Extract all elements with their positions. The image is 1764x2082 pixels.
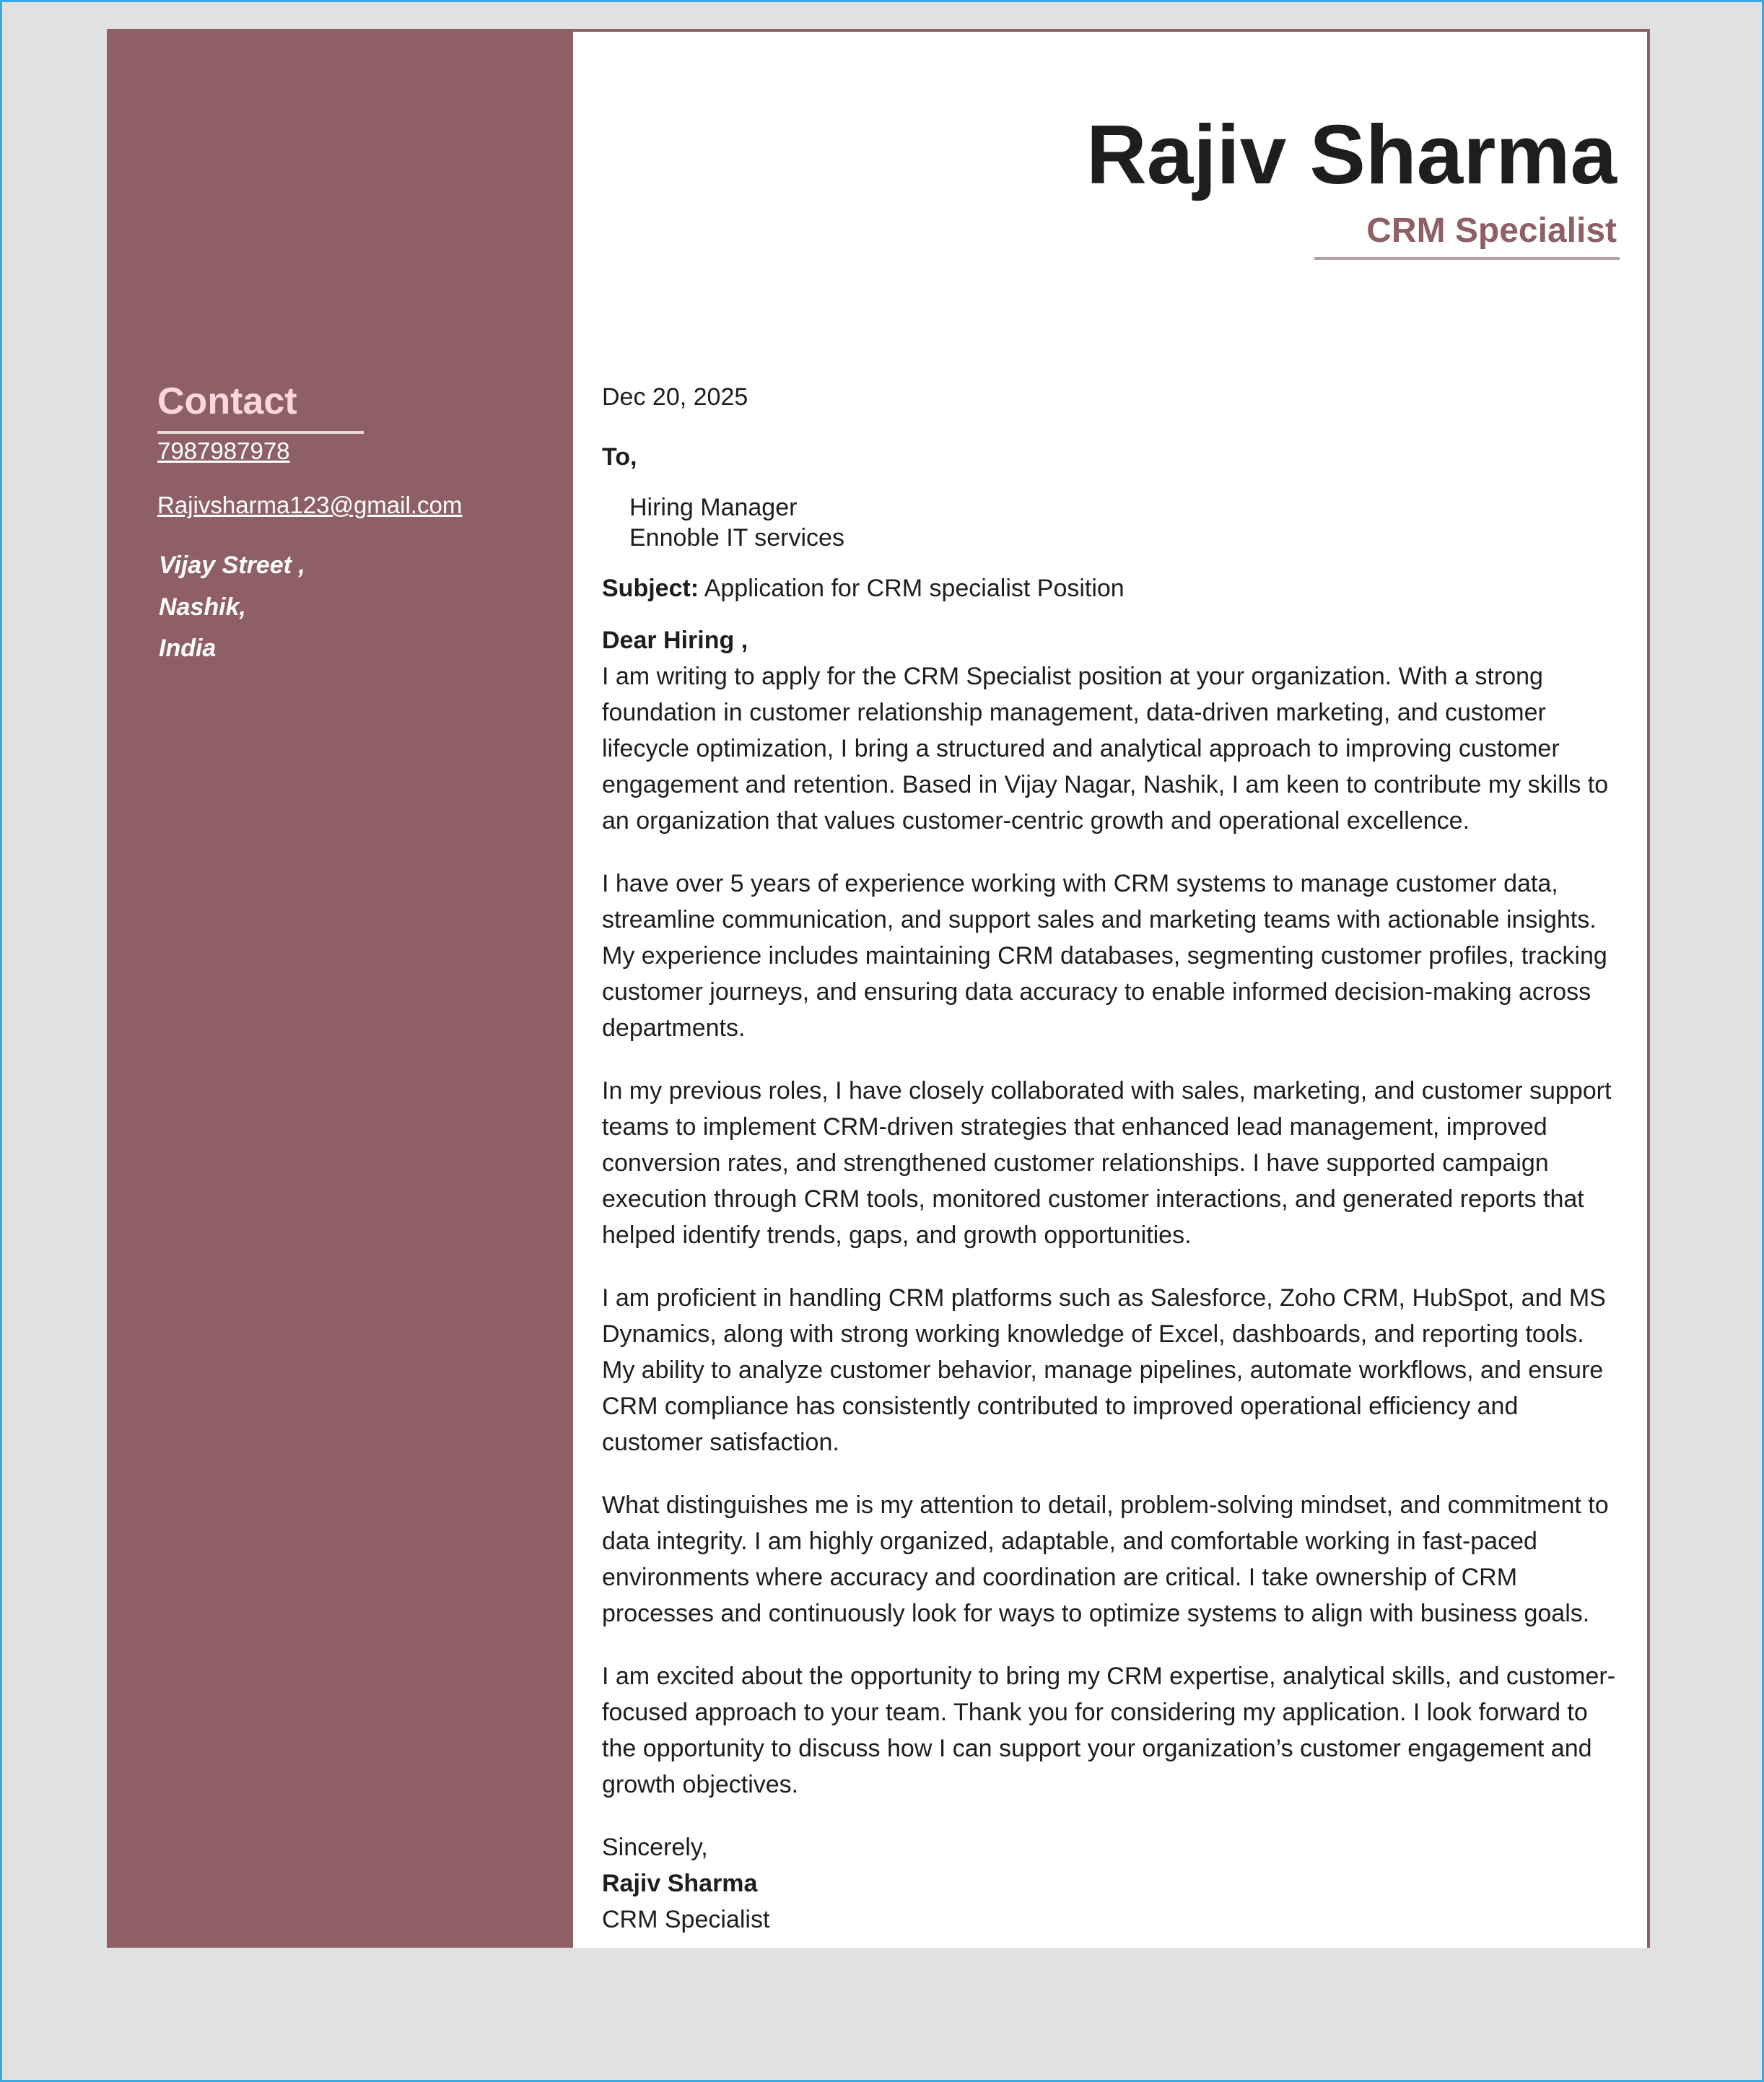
- salutation: Dear Hiring ,: [602, 627, 748, 654]
- paragraph-6: I am excited about the opportunity to bring my CRM expertise, analytical skills, and customer-focused approach to your team. Thank you for considering my application. I look forward to the opportunity to discuss how I can support your organization’s customer engagement and growth objectives.: [602, 1663, 1616, 1798]
- recipient-company: Ennoble IT services: [629, 524, 844, 552]
- recipient-block: [602, 492, 1620, 553]
- address-country: India: [159, 635, 217, 662]
- address-street: Vijay Street ,: [159, 552, 305, 579]
- letter-date: Dec 20, 2025: [602, 383, 748, 411]
- paragraph-2: I have over 5 years of experience working with CRM systems to manage customer data, streamline communication, and support sales and marketing teams with actionable insights. My experience includes maintaining CRM databases, segmenting customer profiles, tracking customer journeys, and ensuring data accuracy to enable informed decision-making across departments.: [602, 870, 1607, 1042]
- subject-line: [602, 570, 1620, 606]
- signature-name: Rajiv Sharma: [602, 1870, 758, 1897]
- letter-page: [107, 29, 1650, 1948]
- applicant-role: CRM Specialist: [1366, 212, 1617, 250]
- letter-body: [602, 379, 1620, 1938]
- paragraph-4: I am proficient in handling CRM platforms such as Salesforce, Zoho CRM, HubSpot, and MS Dynamics, along with strong working knowledge of Excel, dashboards, and reporting tools. My ability to analyze customer behavior, manage pipelines, automate workflows, and ensure CRM compliance has consistently contributed to improved operational efficiency and customer satisfaction.: [602, 1284, 1606, 1456]
- phone-link[interactable]: 7987987978: [157, 437, 290, 464]
- email-link[interactable]: Rajivsharma123@gmail.com: [157, 492, 463, 518]
- applicant-name: Rajiv Sharma: [1086, 108, 1617, 201]
- paragraph-5: What distinguishes me is my attention to detail, problem-solving mindset, and commitment to data integrity. I am highly organized, adaptable, and comfortable working in fast-paced environments where accuracy and coordination are critical. I take ownership of CRM processes and continuously look for ways to optimize systems to align with business goals.: [602, 1491, 1609, 1627]
- contact-divider: [157, 431, 364, 434]
- recipient-title: Hiring Manager: [629, 494, 798, 521]
- subject-text: Application for CRM specialist Position: [704, 575, 1125, 602]
- paragraph-1: I am writing to apply for the CRM Specialist position at your organization. With a strong foundation in customer relationship management, data-driven marketing, and customer lifecycle optimization, I bring a structured and analytical approach to improving customer engagement and retention. Based in Vijay Nagar, Nashik, I am keen to contribute my skills to an organization that values customer-centric growth and operational excellence.: [602, 663, 1609, 835]
- role-divider: [1314, 257, 1620, 260]
- signature-role: CRM Specialist: [602, 1906, 770, 1933]
- sidebar: [107, 32, 573, 1948]
- address-city: Nashik,: [159, 593, 246, 621]
- closing: Sincerely,: [602, 1834, 708, 1861]
- subject-label: Subject:: [602, 575, 699, 602]
- paragraph-3: In my previous roles, I have closely collaborated with sales, marketing, and customer support teams to implement CRM-driven strategies that enhanced lead management, improved conversion rates, and strengthened customer relationships. I have supported campaign execution through CRM tools, monitored customer interactions, and generated reports that helped identify trends, gaps, and growth opportunities.: [602, 1077, 1612, 1249]
- contact-heading: Contact: [157, 380, 297, 422]
- letter-to: To,: [602, 443, 637, 471]
